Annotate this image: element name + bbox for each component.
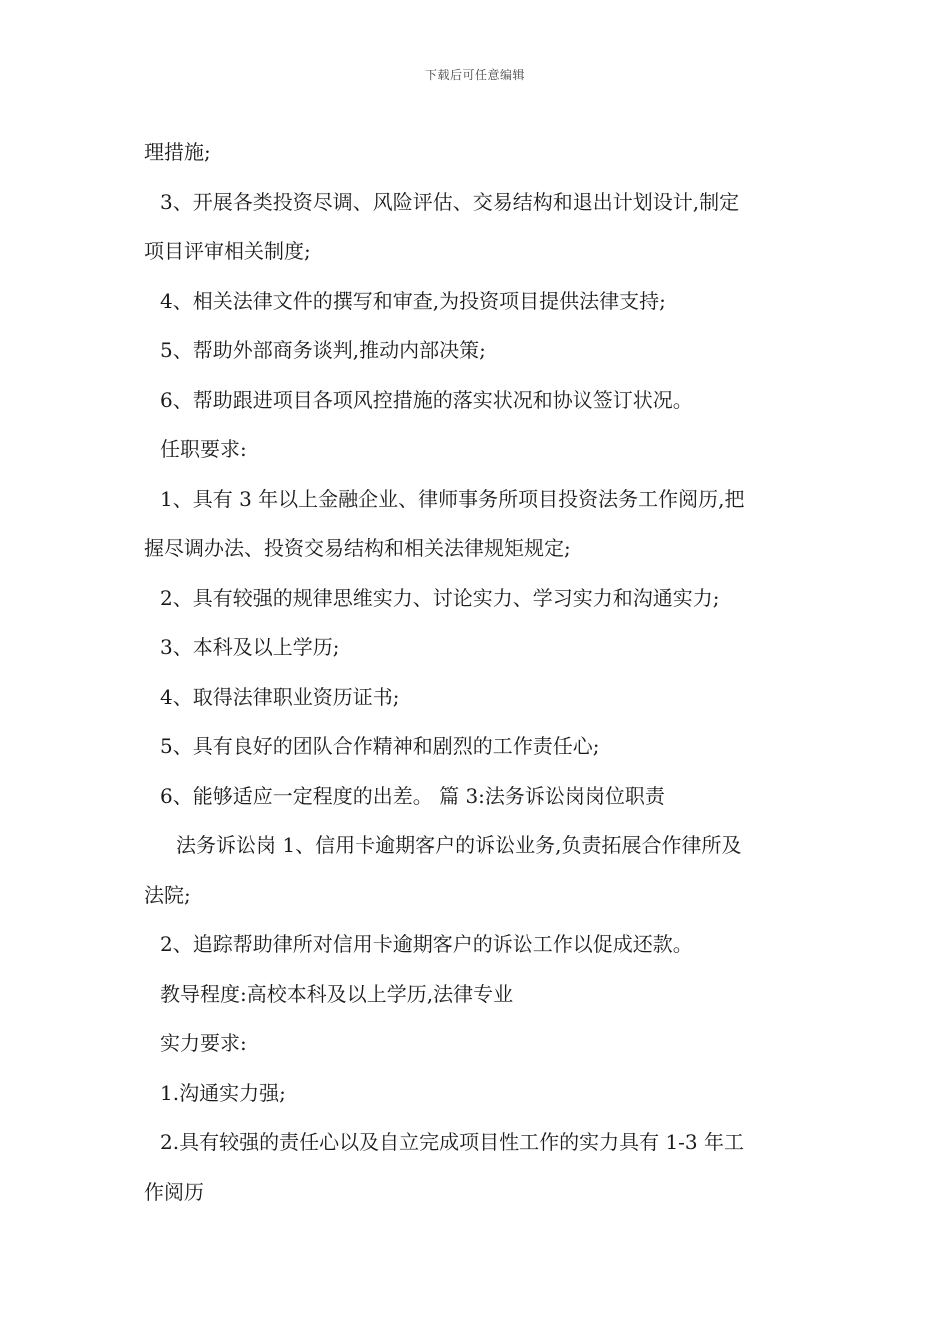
paragraph-line: 1、具有 3 年以上金融企业、律师事务所项目投资法务工作阅历,把: [160, 486, 745, 511]
paragraph-line: 6、帮助跟进项目各项风控措施的落实状况和协议签订状况。: [160, 387, 693, 412]
page-header: 下载后可任意编辑: [424, 68, 525, 82]
paragraph-line: 3、本科及以上学历;: [160, 635, 340, 659]
paragraph-line: 法院;: [144, 882, 191, 907]
paragraph-line: 握尽调办法、投资交易结构和相关法律规矩规定;: [144, 536, 571, 560]
section-heading: 任职要求:: [160, 437, 247, 461]
paragraph-line: 法务诉讼岗 1、信用卡逾期客户的诉讼业务,负责拓展合作律所及: [176, 833, 742, 857]
paragraph-line: 理措施;: [144, 140, 211, 164]
paragraph-line: 2、追踪帮助律所对信用卡逾期客户的诉讼工作以促成还款。: [160, 932, 693, 956]
paragraph-line: 教导程度:高校本科及以上学历,法律专业: [160, 981, 514, 1006]
paragraph-line: 5、帮助外部商务谈判,推动内部决策;: [160, 338, 486, 362]
section-heading: 实力要求:: [160, 1031, 247, 1055]
paragraph-line: 作阅历: [144, 1179, 204, 1204]
paragraph-line: 3、开展各类投资尽调、风险评估、交易结构和退出计划设计,制定: [160, 189, 740, 214]
paragraph-line: 6、能够适应一定程度的出差。 篇 3:法务诉讼岗岗位职责: [160, 783, 665, 808]
paragraph-line: 5、具有良好的团队合作精神和剧烈的工作责任心;: [160, 734, 600, 758]
paragraph-line: 项目评审相关制度;: [144, 239, 311, 263]
paragraph-line: 1.沟通实力强;: [160, 1080, 286, 1105]
paragraph-line: 4、相关法律文件的撰写和审查,为投资项目提供法律支持;: [160, 288, 666, 313]
paragraph-line: 2.具有较强的责任心以及自立完成项目性工作的实力具有 1-3 年工: [160, 1130, 745, 1154]
document-body: [144, 128, 812, 1217]
paragraph-line: 4、取得法律职业资历证书;: [160, 684, 400, 709]
paragraph-line: 2、具有较强的规律思维实力、讨论实力、学习实力和沟通实力;: [160, 585, 720, 610]
